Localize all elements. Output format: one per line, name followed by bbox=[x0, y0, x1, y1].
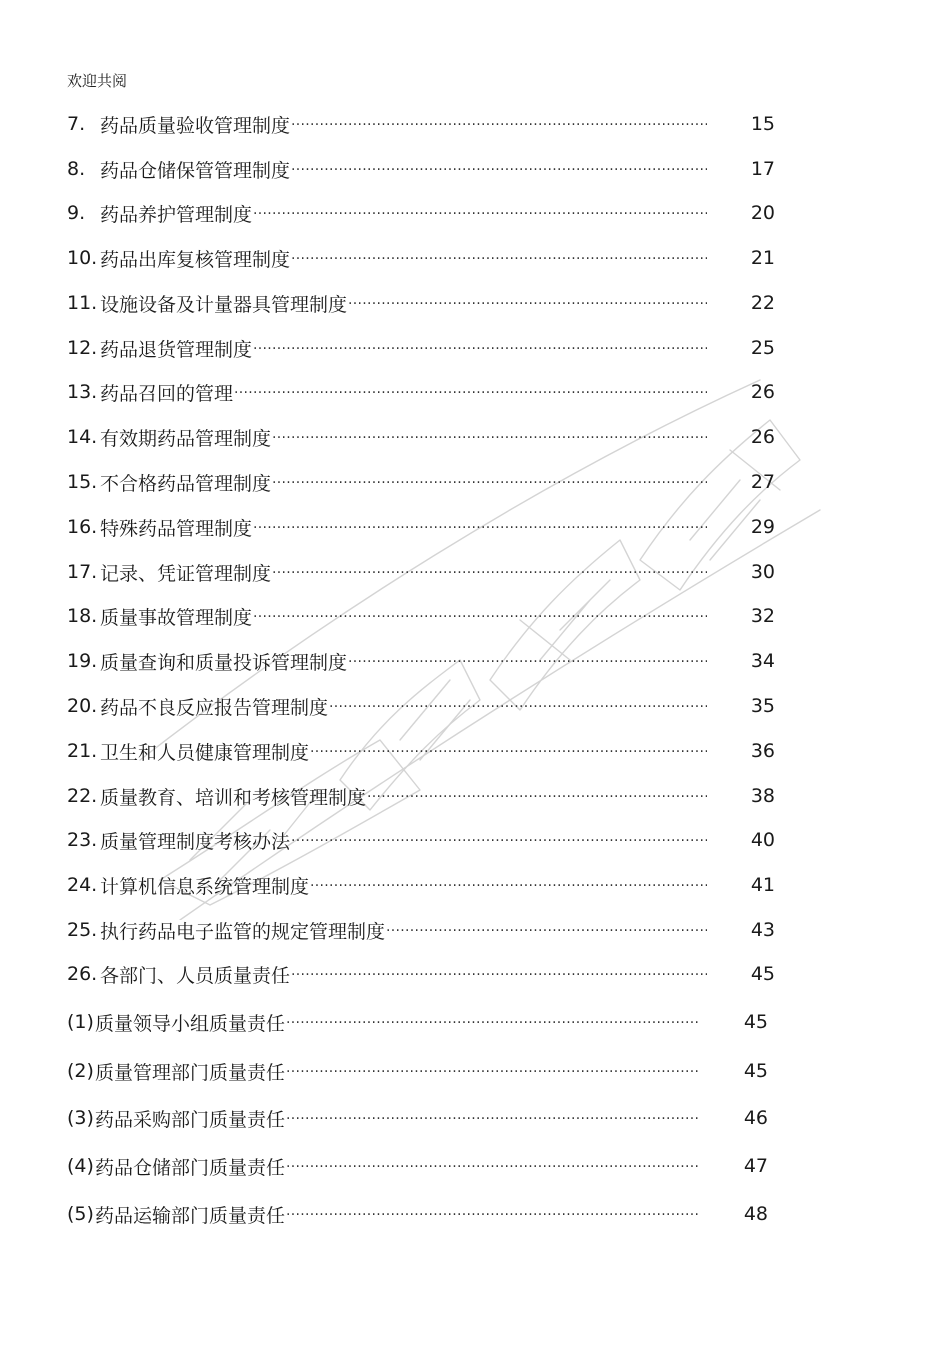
toc-entry-number: (1) bbox=[67, 1011, 94, 1033]
toc-entry-page: 36 bbox=[750, 740, 775, 762]
toc-entry-page: 38 bbox=[750, 785, 775, 807]
toc-entry-number: 24. bbox=[67, 874, 98, 896]
toc-entry-number: 18. bbox=[67, 605, 98, 627]
toc-leader-dots bbox=[291, 831, 707, 849]
toc-entry[interactable] bbox=[67, 333, 775, 363]
toc-leader-dots bbox=[253, 607, 707, 625]
toc-entry[interactable] bbox=[67, 288, 775, 318]
toc-entry-number: 21. bbox=[67, 740, 98, 762]
toc-sub-entry[interactable] bbox=[67, 1199, 768, 1229]
toc-entry-page: 25 bbox=[750, 337, 775, 359]
toc-entry-title: 各部门、人员质量责任 bbox=[100, 964, 291, 987]
toc-entry-title: 药品质量验收管理制度 bbox=[100, 114, 291, 137]
toc-entry-title: 记录、凭证管理制度 bbox=[100, 562, 272, 585]
toc-leader-dots bbox=[253, 339, 707, 357]
toc-leader-dots bbox=[253, 518, 707, 536]
toc-sub-entry[interactable] bbox=[67, 1151, 768, 1181]
toc-sub-entry[interactable] bbox=[67, 1056, 768, 1086]
toc-entry-number: 11. bbox=[67, 292, 98, 314]
toc-entry-title: 质量领导小组质量责任 bbox=[95, 1012, 286, 1035]
toc-entry-number: 17. bbox=[67, 561, 98, 583]
toc-entry-page: 26 bbox=[750, 426, 775, 448]
toc-entry-page: 20 bbox=[750, 202, 775, 224]
toc-entry-title: 设施设备及计量器具管理制度 bbox=[100, 293, 348, 316]
toc-entry-title: 有效期药品管理制度 bbox=[100, 427, 272, 450]
toc-leader-dots bbox=[291, 115, 707, 133]
toc-entry-number: 9. bbox=[67, 202, 86, 224]
toc-leader-dots bbox=[272, 563, 707, 581]
toc-entry-title: 不合格药品管理制度 bbox=[100, 472, 272, 495]
toc-leader-dots bbox=[272, 428, 707, 446]
toc-entry-title: 质量教育、培训和考核管理制度 bbox=[100, 786, 367, 809]
toc-entry-number: 25. bbox=[67, 919, 98, 941]
toc-entry-page: 15 bbox=[750, 113, 775, 135]
toc-entry-title: 质量管理部门质量责任 bbox=[95, 1061, 286, 1084]
toc-entry[interactable] bbox=[67, 154, 775, 184]
toc-entry-title: 药品退货管理制度 bbox=[100, 338, 253, 361]
toc-entry[interactable] bbox=[67, 781, 775, 811]
toc-entry-number: 22. bbox=[67, 785, 98, 807]
toc-entry[interactable] bbox=[67, 109, 775, 139]
toc-entry-number: 15. bbox=[67, 471, 98, 493]
toc-entry-title: 特殊药品管理制度 bbox=[100, 517, 253, 540]
toc-entry[interactable] bbox=[67, 198, 775, 228]
toc-entry-title: 药品召回的管理 bbox=[100, 382, 234, 405]
toc-entry[interactable] bbox=[67, 736, 775, 766]
toc-entry[interactable] bbox=[67, 601, 775, 631]
toc-entry-page: 27 bbox=[750, 471, 775, 493]
toc-entry[interactable] bbox=[67, 377, 775, 407]
toc-leader-dots bbox=[367, 787, 707, 805]
toc-entry-title: 药品不良反应报告管理制度 bbox=[100, 696, 329, 719]
toc-entry-number: 7. bbox=[67, 113, 86, 135]
toc-entry-number: 13. bbox=[67, 381, 98, 403]
toc-entry[interactable] bbox=[67, 870, 775, 900]
toc-entry-number: (4) bbox=[67, 1155, 94, 1177]
toc-entry-title: 药品仓储部门质量责任 bbox=[95, 1156, 286, 1179]
toc-entry-page: 30 bbox=[750, 561, 775, 583]
toc-entry-page: 22 bbox=[750, 292, 775, 314]
toc-leader-dots bbox=[386, 921, 707, 939]
toc-entry-page: 43 bbox=[750, 919, 775, 941]
toc-entry-page: 35 bbox=[750, 695, 775, 717]
toc-entry[interactable] bbox=[67, 691, 775, 721]
toc-entry-number: (2) bbox=[67, 1060, 94, 1082]
toc-entry-page: 29 bbox=[750, 516, 775, 538]
toc-entry-title: 质量查询和质量投诉管理制度 bbox=[100, 651, 348, 674]
toc-entry-title: 药品养护管理制度 bbox=[100, 203, 253, 226]
toc-sub-entry[interactable] bbox=[67, 1103, 768, 1133]
toc-entry-page: 40 bbox=[750, 829, 775, 851]
toc-entry-page: 45 bbox=[750, 963, 775, 985]
toc-entry-number: 23. bbox=[67, 829, 98, 851]
toc-leader-dots bbox=[329, 697, 707, 715]
toc-leader-dots bbox=[291, 249, 707, 267]
toc-entry[interactable] bbox=[67, 915, 775, 945]
toc-entry[interactable] bbox=[67, 646, 775, 676]
toc-entry[interactable] bbox=[67, 959, 775, 989]
toc-entry-title: 质量管理制度考核办法 bbox=[100, 830, 291, 853]
toc-leader-dots bbox=[286, 1062, 700, 1080]
toc-leader-dots bbox=[286, 1205, 700, 1223]
toc-entry-number: (3) bbox=[67, 1107, 94, 1129]
toc-entry-page: 46 bbox=[743, 1107, 768, 1129]
toc-entry-page: 45 bbox=[743, 1060, 768, 1082]
toc-leader-dots bbox=[272, 473, 707, 491]
toc-leader-dots bbox=[348, 652, 707, 670]
toc-entry-title: 执行药品电子监管的规定管理制度 bbox=[100, 920, 386, 943]
toc-entry-title: 药品运输部门质量责任 bbox=[95, 1204, 286, 1227]
toc-entry-page: 17 bbox=[750, 158, 775, 180]
toc-entry-page: 47 bbox=[743, 1155, 768, 1177]
toc-leader-dots bbox=[348, 294, 707, 312]
toc-leader-dots bbox=[253, 204, 707, 222]
toc-entry-page: 34 bbox=[750, 650, 775, 672]
toc-entry-number: 19. bbox=[67, 650, 98, 672]
toc-entry-number: 14. bbox=[67, 426, 98, 448]
header-note: 欢迎共阅 bbox=[67, 72, 128, 90]
toc-entry[interactable] bbox=[67, 512, 775, 542]
toc-entry-page: 32 bbox=[750, 605, 775, 627]
toc-entry[interactable] bbox=[67, 467, 775, 497]
toc-entry[interactable] bbox=[67, 557, 775, 587]
toc-entry-title: 质量事故管理制度 bbox=[100, 606, 253, 629]
toc-entry-number: 10. bbox=[67, 247, 98, 269]
toc-entry[interactable] bbox=[67, 422, 775, 452]
toc-entry-number: 26. bbox=[67, 963, 98, 985]
toc-entry-page: 26 bbox=[750, 381, 775, 403]
toc-entry[interactable] bbox=[67, 243, 775, 273]
toc-entry-page: 48 bbox=[743, 1203, 768, 1225]
toc-entry-page: 41 bbox=[750, 874, 775, 896]
toc-entry-title: 药品出库复核管理制度 bbox=[100, 248, 291, 271]
toc-entry-title: 卫生和人员健康管理制度 bbox=[100, 741, 310, 764]
toc-leader-dots bbox=[310, 876, 707, 894]
toc-sub-entry[interactable] bbox=[67, 1007, 768, 1037]
toc-entry-title: 药品采购部门质量责任 bbox=[95, 1108, 286, 1131]
toc-leader-dots bbox=[291, 965, 707, 983]
toc-leader-dots bbox=[286, 1013, 700, 1031]
toc-leader-dots bbox=[286, 1157, 700, 1175]
toc-leader-dots bbox=[310, 742, 707, 760]
toc-leader-dots bbox=[286, 1109, 700, 1127]
toc-entry-number: 8. bbox=[67, 158, 86, 180]
toc-entry-page: 21 bbox=[750, 247, 775, 269]
toc-entry-title: 药品仓储保管管理制度 bbox=[100, 159, 291, 182]
toc-entry-number: (5) bbox=[67, 1203, 94, 1225]
toc-entry-title: 计算机信息系统管理制度 bbox=[100, 875, 310, 898]
toc-entry[interactable] bbox=[67, 825, 775, 855]
toc-entry-number: 12. bbox=[67, 337, 98, 359]
toc-entry-page: 45 bbox=[743, 1011, 768, 1033]
toc-leader-dots bbox=[234, 383, 707, 401]
toc-entry-number: 16. bbox=[67, 516, 98, 538]
toc-leader-dots bbox=[291, 160, 707, 178]
toc-entry-number: 20. bbox=[67, 695, 98, 717]
